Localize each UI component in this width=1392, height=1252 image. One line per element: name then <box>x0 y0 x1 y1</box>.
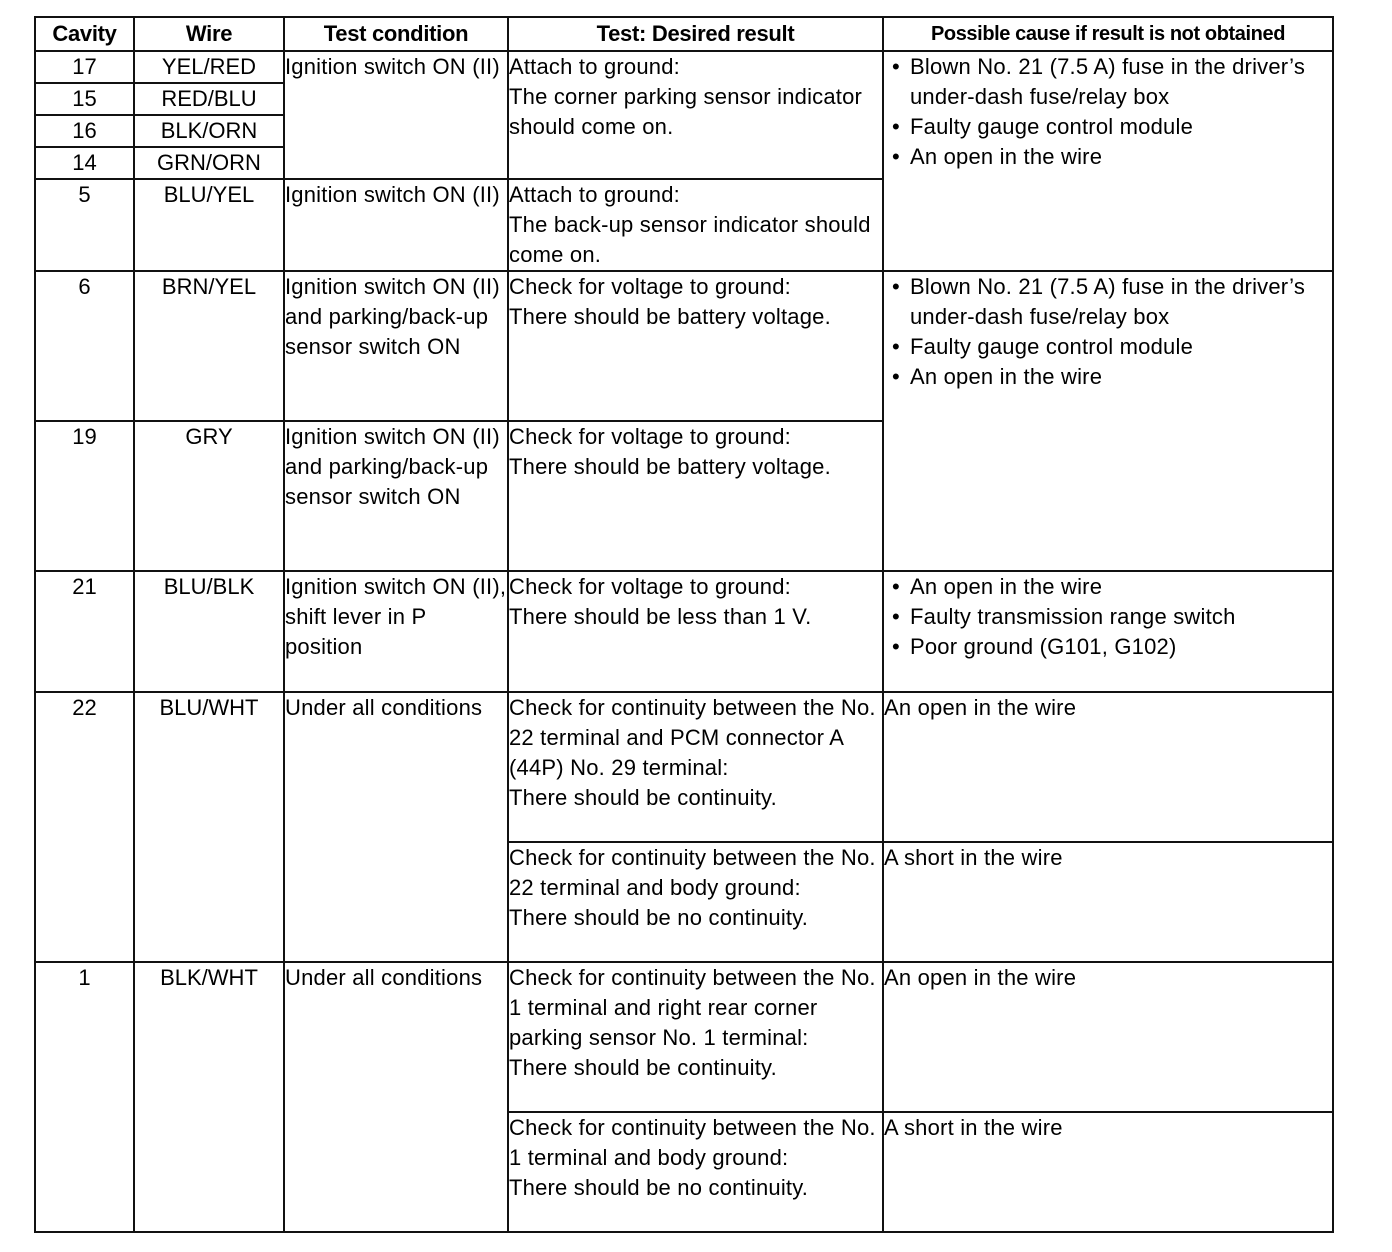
wire-cell: BLK/ORN <box>134 115 284 147</box>
result-instruction: Check for voltage to ground: <box>509 274 791 299</box>
result-instruction: Check for continuity between the No. 1 terminal and body ground: <box>509 1115 876 1170</box>
result-cell <box>508 571 883 692</box>
result-expectation: There should be battery voltage. <box>509 304 831 329</box>
cause-item: • An open in the wire <box>888 142 1332 172</box>
condition-cell: Ignition switch ON (II) and parking/back-up sensor switch ON <box>284 421 508 571</box>
wire-cell: GRY <box>134 421 284 571</box>
result-cell <box>508 842 883 962</box>
cause-item: • Faulty gauge control module <box>888 332 1332 362</box>
result-expectation: The back-up sensor indicator should come on. <box>509 212 871 267</box>
wire-cell: BLU/BLK <box>134 571 284 692</box>
result-expectation: There should be battery voltage. <box>509 454 831 479</box>
result-cell <box>508 421 883 571</box>
cavity-cell: 19 <box>35 421 134 571</box>
wire-cell: YEL/RED <box>134 51 284 83</box>
result-instruction: Check for voltage to ground: <box>509 574 791 599</box>
table-row <box>35 271 1333 421</box>
wire-cell: GRN/ORN <box>134 147 284 179</box>
header-possible-cause: Possible cause if result is not obtained <box>883 17 1333 51</box>
table-row <box>35 692 1333 842</box>
wire-cell: RED/BLU <box>134 83 284 115</box>
header-cavity: Cavity <box>35 17 134 51</box>
cause-cell <box>883 571 1333 692</box>
result-expectation: There should be continuity. <box>509 785 777 810</box>
header-test-condition: Test condition <box>284 17 508 51</box>
condition-cell: Ignition switch ON (II) <box>284 51 508 179</box>
header-desired-result: Test: Desired result <box>508 17 883 51</box>
result-cell <box>508 692 883 842</box>
cavity-cell: 1 <box>35 962 134 1232</box>
result-cell <box>508 271 883 421</box>
cause-item: • An open in the wire <box>888 572 1332 602</box>
table-row <box>35 962 1333 1112</box>
cavity-cell: 15 <box>35 83 134 115</box>
header-wire: Wire <box>134 17 284 51</box>
wire-cell: BRN/YEL <box>134 271 284 421</box>
cavity-cell: 17 <box>35 51 134 83</box>
condition-cell: Ignition switch ON (II), shift lever in P position <box>284 571 508 692</box>
result-expectation: The corner parking sensor indicator should come on. <box>509 84 863 139</box>
troubleshooting-table <box>34 16 1334 1233</box>
cause-item: • An open in the wire <box>888 362 1332 392</box>
result-instruction: Check for voltage to ground: <box>509 424 791 449</box>
cause-item: • Blown No. 21 (7.5 A) fuse in the driver’s under-dash fuse/relay box <box>888 52 1332 112</box>
condition-cell: Ignition switch ON (II) <box>284 179 508 271</box>
result-expectation: There should be continuity. <box>509 1055 777 1080</box>
result-instruction: Check for continuity between the No. 1 terminal and right rear corner parking sensor No. 1 terminal: <box>509 965 876 1050</box>
cause-item: • Faulty gauge control module <box>888 112 1332 142</box>
header-row <box>35 17 1333 51</box>
result-expectation: There should be less than 1 V. <box>509 604 812 629</box>
condition-cell: Under all conditions <box>284 962 508 1232</box>
cavity-cell: 22 <box>35 692 134 962</box>
cause-item: • Faulty transmission range switch <box>888 602 1332 632</box>
condition-cell: Ignition switch ON (II) and parking/back-up sensor switch ON <box>284 271 508 421</box>
result-instruction: Check for continuity between the No. 22 terminal and PCM connector A (44P) No. 29 terminal: <box>509 695 876 780</box>
result-instruction: Attach to ground: <box>509 54 680 79</box>
cavity-cell: 16 <box>35 115 134 147</box>
condition-cell: Under all conditions <box>284 692 508 962</box>
result-cell <box>508 962 883 1112</box>
cavity-cell: 6 <box>35 271 134 421</box>
cause-item: • Blown No. 21 (7.5 A) fuse in the driver’s under-dash fuse/relay box <box>888 272 1332 332</box>
result-instruction: Attach to ground: <box>509 182 680 207</box>
cause-cell: An open in the wire <box>883 962 1333 1112</box>
cause-cell: An open in the wire <box>883 692 1333 842</box>
wire-cell: BLK/WHT <box>134 962 284 1232</box>
cause-item: • Poor ground (G101, G102) <box>888 632 1332 662</box>
cause-cell: A short in the wire <box>883 1112 1333 1232</box>
cavity-cell: 5 <box>35 179 134 271</box>
result-cell <box>508 1112 883 1232</box>
cavity-cell: 14 <box>35 147 134 179</box>
result-instruction: Check for continuity between the No. 22 terminal and body ground: <box>509 845 876 900</box>
cause-cell <box>883 51 1333 271</box>
result-expectation: There should be no continuity. <box>509 1175 809 1200</box>
cavity-cell: 21 <box>35 571 134 692</box>
table-row <box>35 571 1333 692</box>
result-cell <box>508 51 883 179</box>
result-cell <box>508 179 883 271</box>
wire-cell: BLU/YEL <box>134 179 284 271</box>
result-expectation: There should be no continuity. <box>509 905 809 930</box>
cause-cell: A short in the wire <box>883 842 1333 962</box>
wire-cell: BLU/WHT <box>134 692 284 962</box>
table-row <box>35 51 1333 83</box>
cause-cell <box>883 271 1333 571</box>
